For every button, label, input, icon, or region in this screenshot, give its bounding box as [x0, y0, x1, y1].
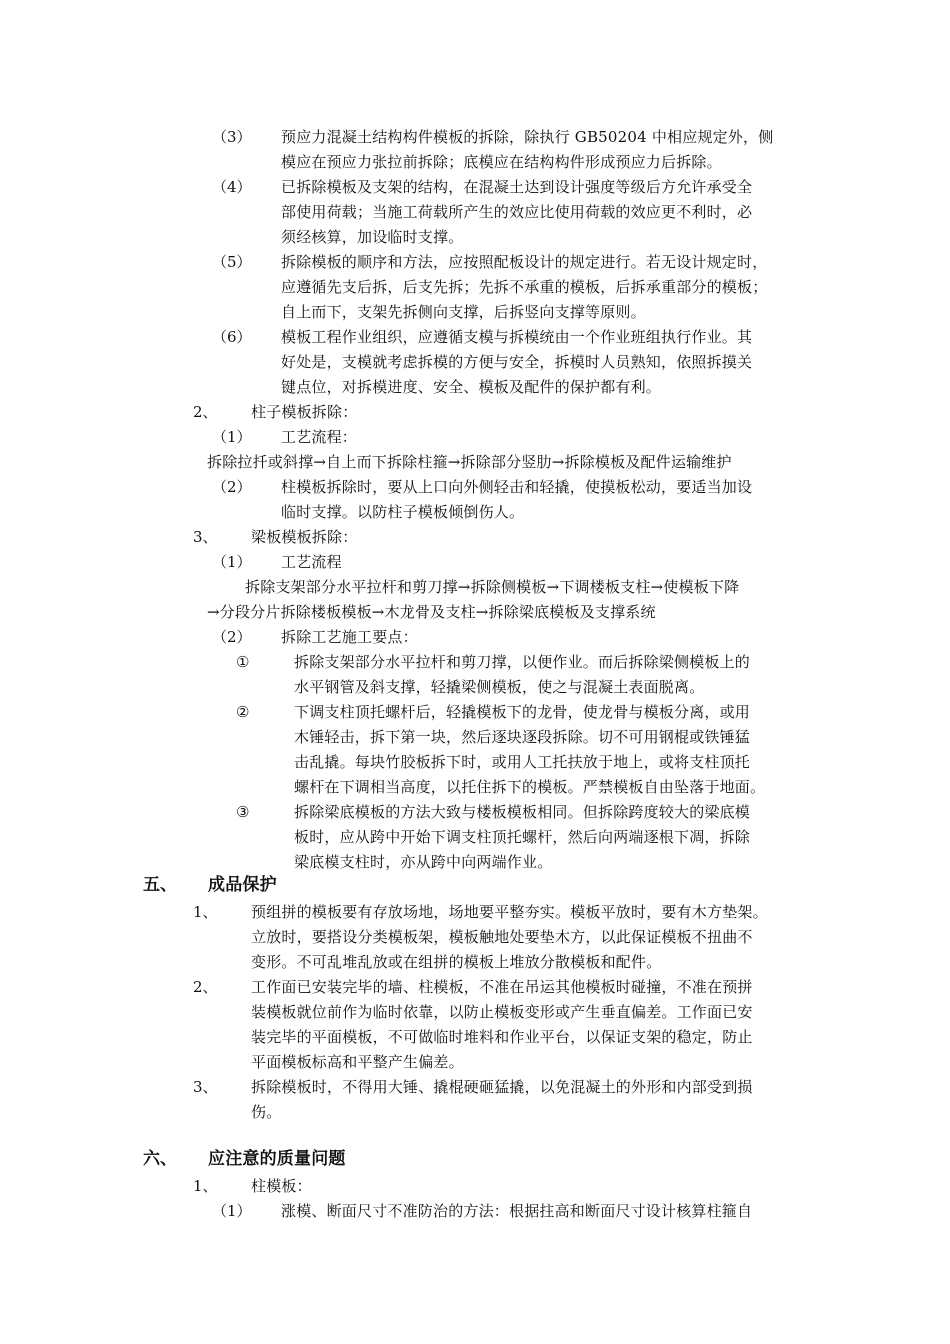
item-marker: （6） — [212, 328, 252, 346]
text-line: 拆除模板时，不得用大锤、撬棍硬砸猛撬，以免混凝土的外形和内部受到损 — [251, 1078, 753, 1096]
text-line: 平面模板标高和平整产生偏差。 — [251, 1053, 464, 1071]
text-line: 变形。不可乱堆乱放或在组拼的模板上堆放分散模板和配件。 — [251, 953, 662, 971]
text-line: 键点位，对拆模进度、安全、模板及配件的保护都有利。 — [281, 378, 662, 396]
section-title: 梁板模板拆除： — [251, 528, 358, 546]
text-line: 立放时，要搭设分类模板架，模板触地处要垫木方，以此保证模板不扭曲不 — [251, 928, 753, 946]
text-line: 梁底模支柱时，亦从跨中向两端作业。 — [294, 853, 553, 871]
text-line: 拆除模板的顺序和方法，应按照配板设计的规定进行。若无设计规定时， — [281, 253, 768, 271]
text-line: 柱模板拆除时，要从上口向外侧轻击和轻撬，使摸板松动，要适当加设 — [281, 478, 753, 496]
text-line: 须经核算，加设临时支撑。 — [281, 228, 464, 246]
process-flow-line: 拆除支架部分水平拉杆和剪刀撑→拆除侧模板→下调楼板支柱→使模板下降 — [245, 578, 740, 596]
item-marker: （2） — [212, 628, 252, 646]
text-line: 已拆除模板及支架的结构，在混凝土达到设计强度等级后方允许承受全 — [281, 178, 753, 196]
text-line: 木锤轻击，拆下第一块，然后逐块逐段拆除。切不可用钢棍或铁锤猛 — [294, 728, 751, 746]
text-line: 拆除支架部分水平拉杆和剪刀撑，以便作业。而后拆除梁侧模板上的 — [294, 653, 751, 671]
text-line: 自上而下，支架先拆侧向支撑，后拆竖向支撑等原则。 — [281, 303, 646, 321]
section-number: 2、 — [193, 403, 218, 421]
item-marker: （1） — [212, 553, 252, 571]
circled-marker: ① — [236, 653, 250, 671]
item-marker: （1） — [212, 428, 252, 446]
text-line: 拆除工艺施工要点： — [281, 628, 418, 646]
text-line: 击乱撬。每块竹胶板拆下时，或用人工托扶放于地上，或将支柱顶托 — [294, 753, 751, 771]
text-line: 好处是，支模就考虑拆模的方便与安全，拆模时人员熟知，依照拆摸关 — [281, 353, 753, 371]
text-line: 工艺流程 — [281, 553, 342, 571]
text-line: 应遵循先支后拆，后支先拆；先拆不承重的模板，后拆承重部分的模板； — [281, 278, 768, 296]
section-number: 3、 — [193, 528, 218, 546]
text-line: 模应在预应力张拉前拆除；底模应在结构构件形成预应力后拆除。 — [281, 153, 722, 171]
text-line: 工艺流程： — [281, 428, 358, 446]
text-line: 装完毕的平面模板，不可做临时堆料和作业平台，以保证支架的稳定，防止 — [251, 1028, 753, 1046]
text-line: 板时，应从跨中开始下调支柱顶托螺杆，然后向两端逐根下凋，拆除 — [294, 828, 751, 846]
text-line: 预组拼的模板要有存放场地，场地要平整夯实。模板平放时，要有木方垫架。 — [251, 903, 768, 921]
chapter-title: 应注意的质量问题 — [208, 1149, 346, 1169]
chapter-number: 六、 — [143, 1149, 177, 1169]
section-number: 1、 — [193, 1177, 218, 1195]
text-line: 装模板就位前作为临时依靠，以防止模板变形或产生垂直偏差。工作面已安 — [251, 1003, 753, 1021]
text-line: 工作面已安装完毕的墙、柱模板，不准在吊运其他模板时碰撞，不准在预拼 — [251, 978, 753, 996]
circled-marker: ③ — [236, 803, 250, 821]
section-number: 1、 — [193, 903, 218, 921]
process-flow-line: →分段分片拆除楼板模板→木龙骨及支柱→拆除梁底模板及支撑系统 — [207, 603, 656, 621]
section-title: 柱子模板拆除： — [251, 403, 358, 421]
item-marker: （1） — [212, 1202, 252, 1220]
text-line: 模板工程作业组织，应遵循支模与拆模统由一个作业班组执行作业。其 — [281, 328, 753, 346]
text-line: 预应力混凝土结构构件模板的拆除，除执行 GB50204 中相应规定外，侧 — [281, 128, 774, 146]
text-line: 临时支撑。以防柱子模板倾倒伤人。 — [281, 503, 525, 521]
section-number: 3、 — [193, 1078, 218, 1096]
text-line: 伤。 — [251, 1103, 282, 1121]
chapter-number: 五、 — [143, 875, 177, 895]
section-number: 2、 — [193, 978, 218, 996]
text-line: 部使用荷载；当施工荷载所产生的效应比使用荷载的效应更不利时，必 — [281, 203, 753, 221]
text-line: 下调支柱顶托螺杆后，轻撬模板下的龙骨，使龙骨与模板分离，或用 — [294, 703, 751, 721]
item-marker: （3） — [212, 128, 252, 146]
section-title: 柱模板： — [251, 1177, 312, 1195]
item-marker: （4） — [212, 178, 252, 196]
text-line: 螺杆在下调相当高度，以托住拆下的模板。严禁模板自由坠落于地面。 — [294, 778, 766, 796]
text-line: 涨模、断面尺寸不准防治的方法：根据拄高和断面尺寸设计核算柱箍自 — [281, 1202, 753, 1220]
text-line: 水平钢管及斜支撑，轻撬梁侧模板，使之与混凝土表面脱离。 — [294, 678, 705, 696]
process-flow-line: 拆除拉扦或斜撑→自上而下拆除柱箍→拆除部分竖肋→拆除模板及配件运输维护 — [207, 453, 732, 471]
circled-marker: ② — [236, 703, 250, 721]
text-line: 拆除梁底模板的方法大致与楼板模板相同。但拆除跨度较大的梁底模 — [294, 803, 751, 821]
item-marker: （2） — [212, 478, 252, 496]
chapter-title: 成品保护 — [208, 875, 277, 895]
item-marker: （5） — [212, 253, 252, 271]
